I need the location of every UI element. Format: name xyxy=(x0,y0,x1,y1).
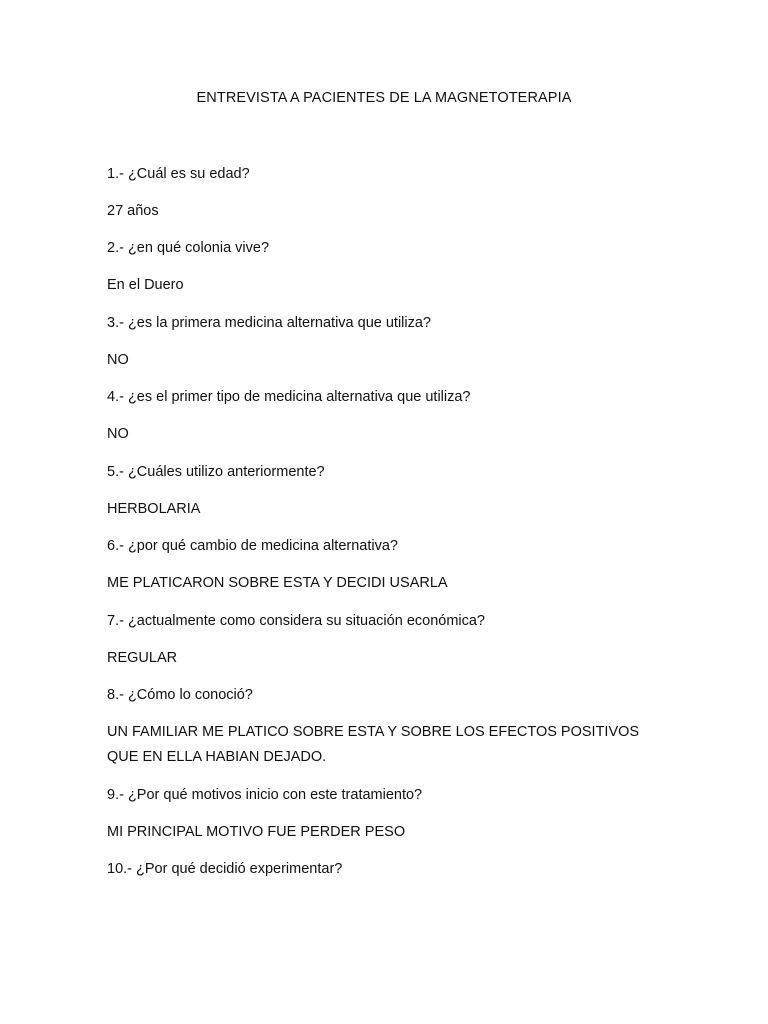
question-5: 5.- ¿Cuáles utilizo anteriormente? xyxy=(107,464,325,480)
answer-8-line-2: QUE EN ELLA HABIAN DEJADO. xyxy=(107,749,327,765)
answer-1: 27 años xyxy=(107,203,159,219)
document-title: ENTREVISTA A PACIENTES DE LA MAGNETOTERAPIA xyxy=(196,90,572,106)
question-10: 10.- ¿Por qué decidió experimentar? xyxy=(107,861,343,877)
question-7: 7.- ¿actualmente como considera su situación económica? xyxy=(107,613,485,629)
answer-6: ME PLATICARON SOBRE ESTA Y DECIDI USARLA xyxy=(107,575,448,591)
answer-5: HERBOLARIA xyxy=(107,501,201,517)
answer-3: NO xyxy=(107,352,129,368)
answer-7: REGULAR xyxy=(107,650,178,666)
question-6: 6.- ¿por qué cambio de medicina alternativa? xyxy=(107,538,398,554)
question-8: 8.- ¿Cómo lo conoció? xyxy=(107,687,253,703)
question-1: 1.- ¿Cuál es su edad? xyxy=(107,166,250,182)
question-3: 3.- ¿es la primera medicina alternativa que utiliza? xyxy=(107,315,431,331)
question-9: 9.- ¿Por qué motivos inicio con este tratamiento? xyxy=(107,787,423,803)
answer-9: MI PRINCIPAL MOTIVO FUE PERDER PESO xyxy=(107,824,406,840)
question-4: 4.- ¿es el primer tipo de medicina alternativa que utiliza? xyxy=(107,389,471,405)
answer-8-line-1: UN FAMILIAR ME PLATICO SOBRE ESTA Y SOBRE LOS EFECTOS POSITIVOS xyxy=(107,724,640,740)
answer-4: NO xyxy=(107,426,129,442)
question-2: 2.- ¿en qué colonia vive? xyxy=(107,240,270,256)
answer-2: En el Duero xyxy=(107,277,184,293)
